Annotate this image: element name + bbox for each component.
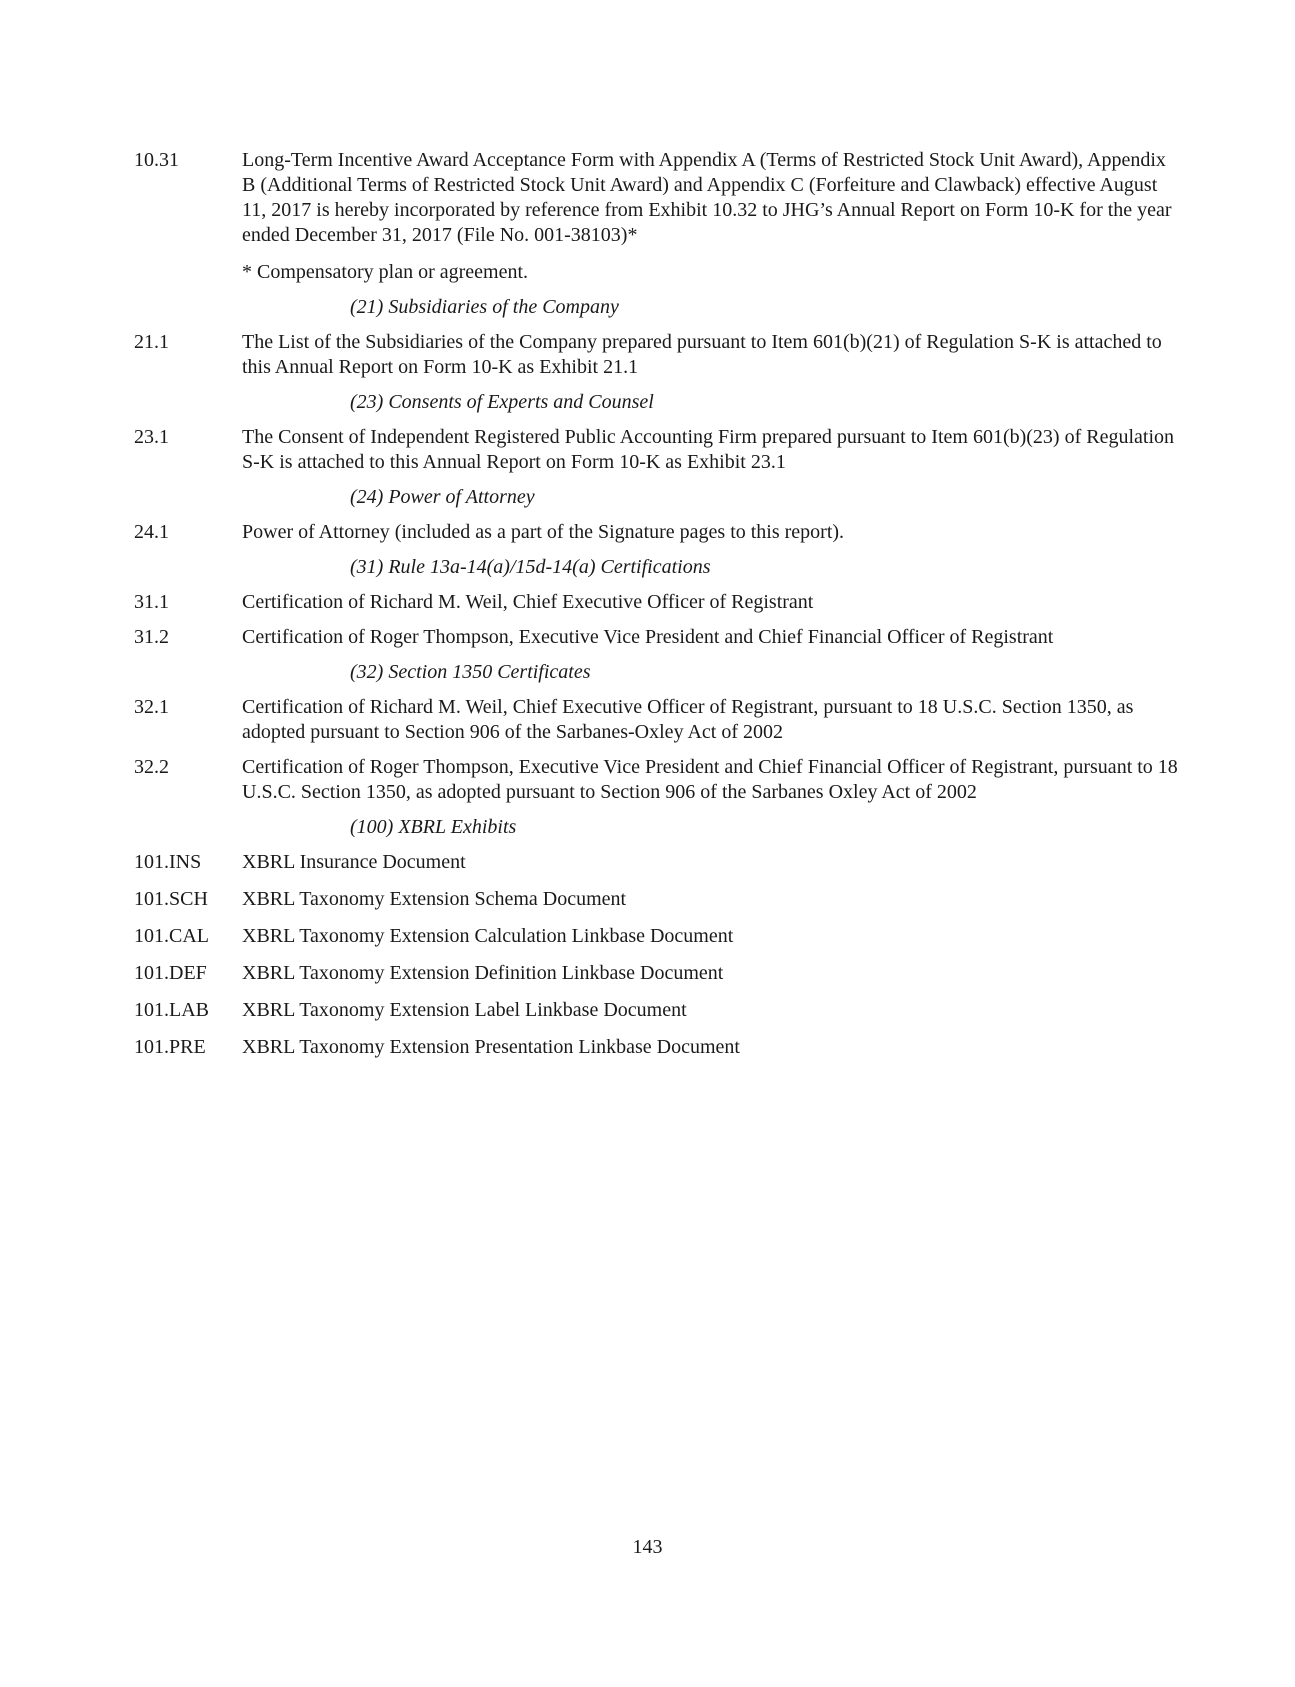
exhibit-row: [134, 425, 1179, 475]
exhibit-row: [134, 590, 1179, 615]
section-heading: (32) Section 1350 Certificates: [350, 661, 591, 683]
section-heading: (31) Rule 13a-14(a)/15d-14(a) Certifications: [350, 556, 711, 578]
exhibit-description: Long-Term Incentive Award Acceptance Form with Appendix A (Terms of Restricted Stock Unit Award), Appendix B (Additional Terms of Restricted Stock Unit Award) and Appendix C (Forfeiture and Clawback) effective August 11, 2017 is hereby incorporated by reference from Exhibit 10.32 to JHG’s Annual Report on Form 10-K for the year ended December 31, 2017 (File No. 001-38103)*: [242, 149, 1172, 246]
exhibit-row: [134, 961, 1179, 986]
exhibit-row: [134, 755, 1179, 805]
exhibit-number: 23.1: [134, 426, 169, 448]
exhibit-number: 31.1: [134, 591, 169, 613]
exhibit-description: XBRL Taxonomy Extension Label Linkbase Document: [242, 999, 687, 1021]
exhibit-description: XBRL Taxonomy Extension Definition Linkbase Document: [242, 962, 724, 984]
section-heading: (21) Subsidiaries of the Company: [350, 296, 619, 318]
exhibit-description: XBRL Taxonomy Extension Calculation Linkbase Document: [242, 925, 734, 947]
section-heading: (24) Power of Attorney: [350, 486, 535, 508]
exhibit-row: [134, 625, 1179, 650]
exhibit-description: XBRL Taxonomy Extension Schema Document: [242, 888, 627, 910]
exhibit-number: 32.1: [134, 696, 169, 718]
exhibit-row: [134, 148, 1179, 248]
exhibit-row: [134, 695, 1179, 745]
exhibit-description: Certification of Richard M. Weil, Chief Executive Officer of Registrant: [242, 591, 814, 613]
exhibit-description: Certification of Roger Thompson, Executive Vice President and Chief Financial Officer of Registrant: [242, 626, 1054, 648]
exhibit-number: 101.LAB: [134, 999, 209, 1021]
footnote: * Compensatory plan or agreement.: [242, 261, 529, 283]
exhibit-row: [134, 924, 1179, 949]
page-number: 143: [632, 1536, 663, 1558]
exhibit-number: 24.1: [134, 521, 169, 543]
exhibit-description: The List of the Subsidiaries of the Company prepared pursuant to Item 601(b)(21) of Regulation S-K is attached to this Annual Report on Form 10-K as Exhibit 21.1: [242, 331, 1162, 378]
exhibit-row: [134, 887, 1179, 912]
exhibit-description: Certification of Roger Thompson, Executive Vice President and Chief Financial Officer of Registrant, pursuant to 18 U.S.C. Section 1350, as adopted pursuant to Section 906 of the Sarbanes Oxley Act of 2002: [242, 756, 1178, 803]
exhibit-number: 101.INS: [134, 851, 202, 873]
section-heading: (100) XBRL Exhibits: [350, 816, 517, 838]
exhibit-row: [134, 850, 1179, 875]
exhibit-description: Certification of Richard M. Weil, Chief Executive Officer of Registrant, pursuant to 18 U.S.C. Section 1350, as adopted pursuant to Section 906 of the Sarbanes-Oxley Act of 2002: [242, 696, 1134, 743]
exhibit-number: 101.DEF: [134, 962, 207, 984]
exhibit-description: XBRL Insurance Document: [242, 851, 466, 873]
exhibit-number: 31.2: [134, 626, 169, 648]
exhibit-number: 101.PRE: [134, 1036, 206, 1058]
exhibit-list: [134, 148, 1179, 1060]
exhibit-description: The Consent of Independent Registered Public Accounting Firm prepared pursuant to Item 601(b)(23) of Regulation S-K is attached to this Annual Report on Form 10-K as Exhibit 23.1: [242, 426, 1175, 473]
section-heading: (23) Consents of Experts and Counsel: [350, 391, 654, 413]
exhibit-description: XBRL Taxonomy Extension Presentation Linkbase Document: [242, 1036, 740, 1058]
exhibit-row: [134, 998, 1179, 1023]
exhibit-row: [134, 520, 1179, 545]
exhibit-row: [134, 330, 1179, 380]
exhibit-row: [134, 1035, 1179, 1060]
exhibit-number: 10.31: [134, 149, 179, 171]
exhibit-number: 32.2: [134, 756, 169, 778]
exhibit-number: 101.SCH: [134, 888, 208, 910]
exhibit-description: Power of Attorney (included as a part of the Signature pages to this report).: [242, 521, 845, 543]
exhibit-number: 21.1: [134, 331, 169, 353]
exhibit-number: 101.CAL: [134, 925, 209, 947]
